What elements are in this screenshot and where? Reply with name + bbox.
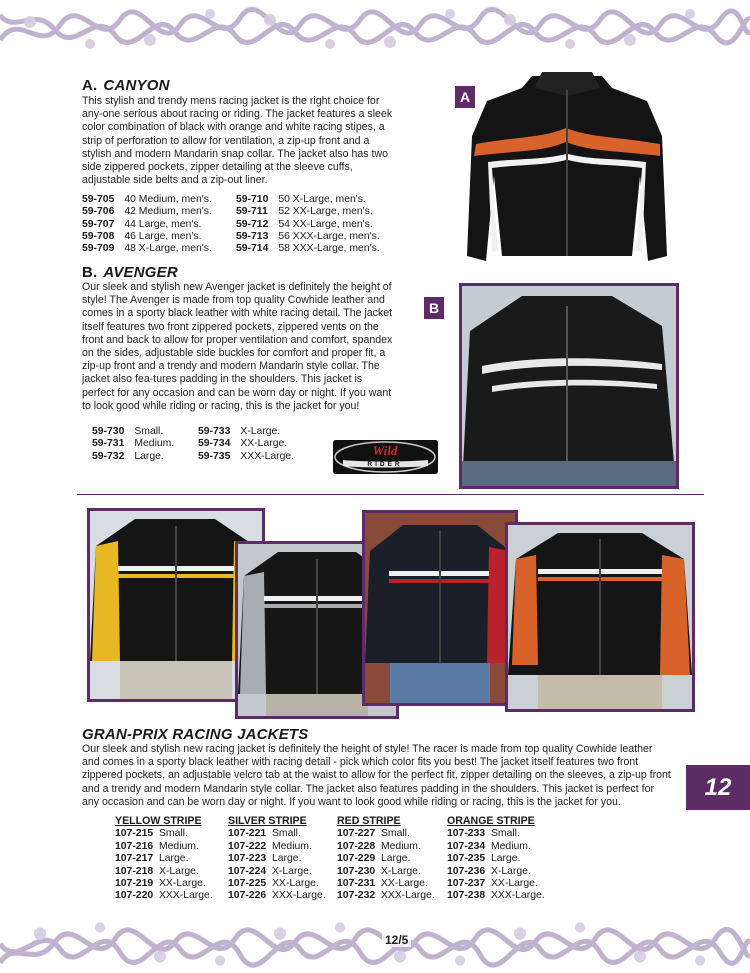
item-code: 107-220	[115, 890, 154, 902]
list-item	[115, 866, 213, 878]
list-item	[228, 828, 326, 840]
item-code: 107-221	[228, 828, 267, 840]
item-size: 58 XXX-Large, men's.	[278, 243, 380, 255]
list-item	[337, 890, 435, 902]
item-code: 107-234	[447, 840, 486, 852]
item-size: X-Large.	[272, 865, 312, 877]
item-size: Medium.	[272, 840, 312, 852]
list-item	[228, 878, 326, 890]
section-tab: 12	[686, 765, 750, 810]
avenger-description: Our sleek and stylish new Avenger jacket is definitely the height of style! The Avenger is made from top quality Cowhide leather and comes in a sporty black leather with white racing detail. The jacket itself features two front zippered pockets, zippered vents on the front and back to allow for proper ventilation and comfort, spandex on the sides, adjustable side buckles for comfort and proper fit, a zip-up front and a trendy and modern Mandarin style collar. The jacket also fea-tures padding in the shoulders. This jacket is perfect for any occasion and can be worn day or night. If you want to look good while riding or racing, this is the jacket for you!	[82, 281, 393, 412]
flame-border-bottom	[0, 913, 750, 973]
item-code: 107-226	[228, 890, 267, 902]
item-code: 59-711	[236, 206, 268, 218]
item-code: 107-222	[228, 840, 267, 852]
table-row	[236, 194, 396, 206]
yellow-stripe-column	[115, 815, 213, 903]
logo-rider-text: RIDER	[367, 461, 403, 468]
item-size: Small.	[134, 426, 164, 437]
list-item	[447, 866, 545, 878]
item-size: Medium.	[134, 438, 175, 450]
list-item	[447, 878, 545, 890]
photo-label-a: A	[455, 86, 475, 108]
table-row	[198, 426, 310, 438]
photo-label-b: B	[424, 297, 444, 319]
canyon-name: CANYON	[103, 77, 170, 94]
table-row	[92, 426, 190, 438]
table-row	[82, 243, 228, 255]
item-size: XXX-Large.	[240, 450, 295, 462]
item-size: 56 XXX-Large, men's.	[278, 230, 380, 242]
flame-border-top	[0, 0, 750, 60]
item-size: 40 Medium, men's.	[124, 194, 212, 205]
item-size: XX-Large.	[491, 878, 538, 890]
item-size: Small.	[381, 828, 410, 840]
list-item	[115, 853, 213, 865]
avenger-jacket-photo	[459, 283, 679, 489]
logo-wild-text: Wild	[372, 443, 398, 458]
item-size: X-Large.	[381, 865, 421, 877]
item-code: 59-712	[236, 218, 269, 230]
list-item	[447, 828, 545, 840]
item-size: XX-Large.	[272, 878, 319, 890]
list-item	[337, 878, 435, 890]
list-item	[447, 890, 545, 902]
avenger-size-table-left	[92, 426, 190, 463]
item-code: 107-227	[337, 828, 376, 840]
table-row	[198, 438, 310, 450]
table-row	[236, 219, 396, 231]
canyon-title	[82, 77, 170, 94]
list-item	[337, 841, 435, 853]
list-item	[228, 890, 326, 902]
item-code: 107-225	[228, 878, 267, 890]
item-size: Small.	[272, 828, 301, 840]
item-code: 107-233	[447, 828, 486, 840]
item-size: XX-Large.	[381, 878, 428, 890]
item-code: 107-238	[447, 890, 486, 902]
canyon-jacket-image	[462, 66, 672, 271]
item-code: 59-705	[82, 194, 115, 205]
item-code: 107-217	[115, 853, 154, 865]
item-code: 59-710	[236, 194, 269, 205]
page-number: 12/5	[382, 933, 411, 947]
list-item	[337, 866, 435, 878]
canyon-letter: A.	[82, 77, 98, 94]
table-row	[82, 231, 228, 243]
item-code: 107-236	[447, 865, 486, 877]
item-size: XX-Large.	[240, 438, 288, 450]
list-item	[115, 878, 213, 890]
red-stripe-jacket-photo	[362, 510, 518, 706]
item-code: 107-237	[447, 878, 486, 890]
item-size: XX-Large.	[159, 878, 206, 890]
item-size: 48 X-Large, men's.	[124, 243, 212, 255]
avenger-title	[82, 264, 178, 281]
canyon-size-table-right	[236, 194, 396, 255]
item-size: Medium.	[491, 840, 531, 852]
table-row	[198, 451, 310, 463]
item-code: 59-735	[198, 450, 231, 462]
list-item	[447, 841, 545, 853]
column-heading: RED STRIPE	[337, 815, 401, 827]
list-item	[337, 828, 435, 840]
item-size: X-Large.	[491, 865, 531, 877]
silver-stripe-column	[228, 815, 326, 903]
item-code: 107-215	[115, 828, 154, 840]
avenger-letter: B.	[82, 264, 98, 281]
item-size: XXX-Large.	[159, 890, 213, 902]
item-size: Large.	[381, 853, 411, 865]
item-size: 46 Large, men's.	[124, 230, 202, 242]
list-item	[337, 853, 435, 865]
table-row	[236, 206, 396, 218]
column-heading: YELLOW STRIPE	[115, 815, 202, 827]
item-code: 59-730	[92, 426, 125, 437]
item-code: 107-218	[115, 865, 154, 877]
item-code: 59-708	[82, 230, 115, 242]
item-code: 59-731	[92, 438, 125, 450]
item-code: 107-230	[337, 865, 376, 877]
canyon-size-table-left	[82, 194, 228, 255]
item-size: 50 X-Large, men's.	[278, 194, 366, 205]
column-heading: ORANGE STRIPE	[447, 815, 535, 827]
item-size: X-Large.	[159, 865, 199, 877]
item-size: XXX-Large.	[381, 890, 435, 902]
item-code: 107-228	[337, 840, 376, 852]
list-item	[115, 828, 213, 840]
item-code: 59-706	[82, 206, 115, 218]
column-heading: SILVER STRIPE	[228, 815, 307, 827]
item-code: 59-734	[198, 438, 231, 450]
orange-stripe-column	[447, 815, 545, 903]
item-code: 107-216	[115, 840, 154, 852]
canyon-description: This stylish and trendy mens racing jacket is the right choice for any-one serious about racing or riding. The jacket features a sleek color combination of black with orange and white racing stipes, a strip of perforation to allow for ventilation, a zip-up front and a stylish and modern Mandarin snap collar. The jacket also has two side zippered pockets, zipper detailing at the sleeve cuffs, adjustable side belts and a zip-out liner.	[82, 95, 393, 187]
item-code: 107-223	[228, 853, 267, 865]
table-row	[82, 219, 228, 231]
list-item	[228, 853, 326, 865]
item-code: 59-709	[82, 243, 115, 255]
item-code: 59-732	[92, 450, 125, 462]
item-size: Large.	[491, 853, 521, 865]
list-item	[115, 890, 213, 902]
item-size: XXX-Large.	[272, 890, 326, 902]
table-row	[92, 451, 190, 463]
item-code: 107-231	[337, 878, 376, 890]
table-row	[82, 206, 228, 218]
item-code: 59-707	[82, 218, 115, 230]
avenger-size-table-right	[198, 426, 310, 463]
item-size: Large.	[272, 853, 302, 865]
item-size: 44 Large, men's.	[124, 218, 202, 230]
granprix-title	[82, 726, 308, 743]
item-size: Medium.	[381, 840, 421, 852]
item-code: 59-714	[236, 243, 269, 255]
list-item	[228, 866, 326, 878]
item-size: Medium.	[159, 840, 199, 852]
wild-rider-logo	[333, 440, 438, 474]
avenger-name: AVENGER	[103, 264, 178, 281]
item-size: Small.	[159, 828, 188, 840]
red-stripe-column	[337, 815, 435, 903]
item-code: 59-713	[236, 230, 269, 242]
item-code: 107-235	[447, 853, 486, 865]
orange-stripe-jacket-photo	[505, 522, 695, 712]
list-item	[447, 853, 545, 865]
item-size: Large.	[159, 853, 189, 865]
item-size: Large.	[134, 450, 164, 462]
item-size: 52 XX-Large, men's.	[278, 206, 373, 218]
item-size: XXX-Large.	[491, 890, 545, 902]
list-item	[115, 841, 213, 853]
item-size: Small.	[491, 828, 520, 840]
table-row	[236, 243, 396, 255]
table-row	[82, 194, 228, 206]
item-size: 42 Medium, men's.	[124, 206, 212, 218]
section-divider	[77, 494, 704, 495]
item-code: 107-232	[337, 890, 376, 902]
item-code: 59-733	[198, 426, 231, 437]
item-size: 54 XX-Large, men's.	[278, 218, 373, 230]
item-code: 107-224	[228, 865, 267, 877]
granprix-title-text: GRAN-PRIX RACING JACKETS	[82, 726, 309, 743]
table-row	[236, 231, 396, 243]
item-size: X-Large.	[240, 426, 281, 437]
granprix-description: Our sleek and stylish new racing jacket is definitely the height of style! The racer is made from top quality Cowhide leather and comes in a sporty black leather with racing detail - pick which color fits you best! The jacket itself features two front zippered pockets, an adjustable velcro tab at the waist to allow for the perfect fit, zipper detailing on the sleeves, a zip-up front and a trendy and modern Mandarin style collar. The jacket also features padding in the shoulders. This jacket is perfect for any occasion and can be worn day or night. If you want to look good while riding or racing, this is the jacket for you.	[82, 743, 671, 808]
item-code: 107-219	[115, 878, 154, 890]
table-row	[92, 438, 190, 450]
item-code: 107-229	[337, 853, 376, 865]
list-item	[228, 841, 326, 853]
